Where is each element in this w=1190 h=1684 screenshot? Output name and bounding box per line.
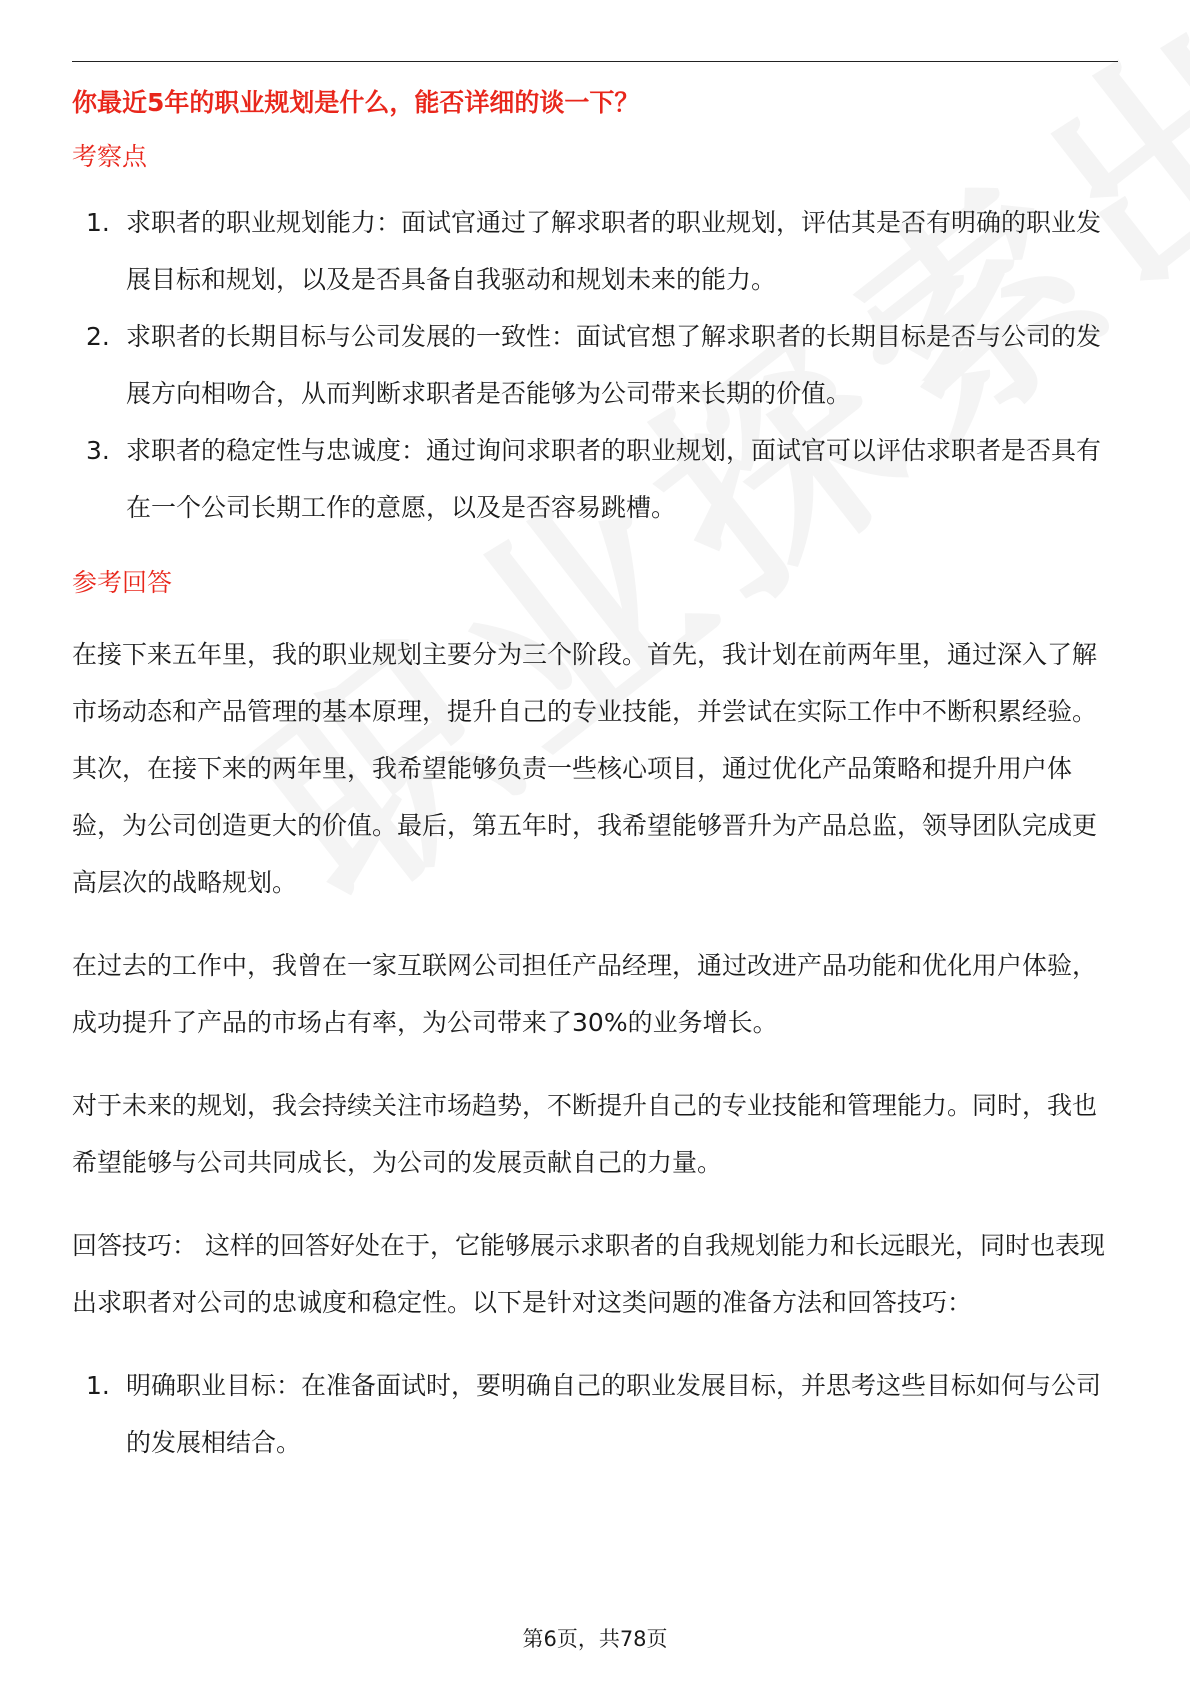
list-item-number: 1. [86, 1371, 110, 1400]
list-item [72, 1357, 1118, 1471]
list-item-number: 2. [86, 322, 110, 351]
page-content [72, 78, 1118, 1471]
list-item-number: 1. [86, 208, 110, 237]
answer-paragraph: 在过去的工作中，我曾在一家互联网公司担任产品经理，通过改进产品功能和优化用户体验，成功提升了产品的市场占有率，为公司带来了30%的业务增长。 [72, 951, 1098, 1037]
answer-paragraph: 在接下来五年里，我的职业规划主要分为三个阶段。首先，我计划在前两年里，通过深入了解市场动态和产品管理的基本原理，提升自己的专业技能，并尝试在实际工作中不断积累经验。其次，在接下来的两年里，我希望能够负责一些核心项目，通过优化产品策略和提升用户体验，为公司创造更大的价值。最后，第五年时，我希望能够晋升为产品总监，领导团队完成更高层次的战略规划。 [72, 640, 1098, 897]
list-item [72, 422, 1118, 536]
list-item-text: 求职者的长期目标与公司发展的一致性：面试官想了解求职者的长期目标是否与公司的发展方向相吻合，从而判断求职者是否能够为公司带来长期的价值。 [126, 322, 1102, 408]
header-rule [72, 61, 1118, 62]
list-item-text: 求职者的稳定性与忠诚度：通过询问求职者的职业规划，面试官可以评估求职者是否具有在一个公司长期工作的意愿，以及是否容易跳槽。 [126, 436, 1102, 522]
answer-tips-paragraph: 回答技巧： 这样的回答好处在于，它能够展示求职者的自我规划能力和长远眼光，同时也表现出求职者对公司的忠诚度和稳定性。以下是针对这类问题的准备方法和回答技巧： [72, 1231, 1105, 1317]
page-footer: 第6页，共78页 [522, 1627, 668, 1651]
list-item-text: 求职者的职业规划能力：面试官通过了解求职者的职业规划，评估其是否有明确的职业发展目标和规划，以及是否具备自我驱动和规划未来的能力。 [126, 208, 1102, 294]
list-item-number: 3. [86, 436, 110, 465]
answer-paragraph: 对于未来的规划，我会持续关注市场趋势，不断提升自己的专业技能和管理能力。同时，我也希望能够与公司共同成长，为公司的发展贡献自己的力量。 [72, 1091, 1098, 1177]
section-heading-answer: 参考回答 [72, 568, 173, 597]
tips-list [72, 1357, 1118, 1471]
question-title: 你最近5年的职业规划是什么，能否详细的谈一下？ [72, 88, 640, 117]
list-item [72, 194, 1118, 308]
list-item [72, 308, 1118, 422]
points-list [72, 194, 1118, 536]
section-heading-points: 考察点 [72, 142, 148, 171]
list-item-text: 明确职业目标：在准备面试时，要明确自己的职业发展目标，并思考这些目标如何与公司的发展相结合。 [126, 1371, 1102, 1457]
